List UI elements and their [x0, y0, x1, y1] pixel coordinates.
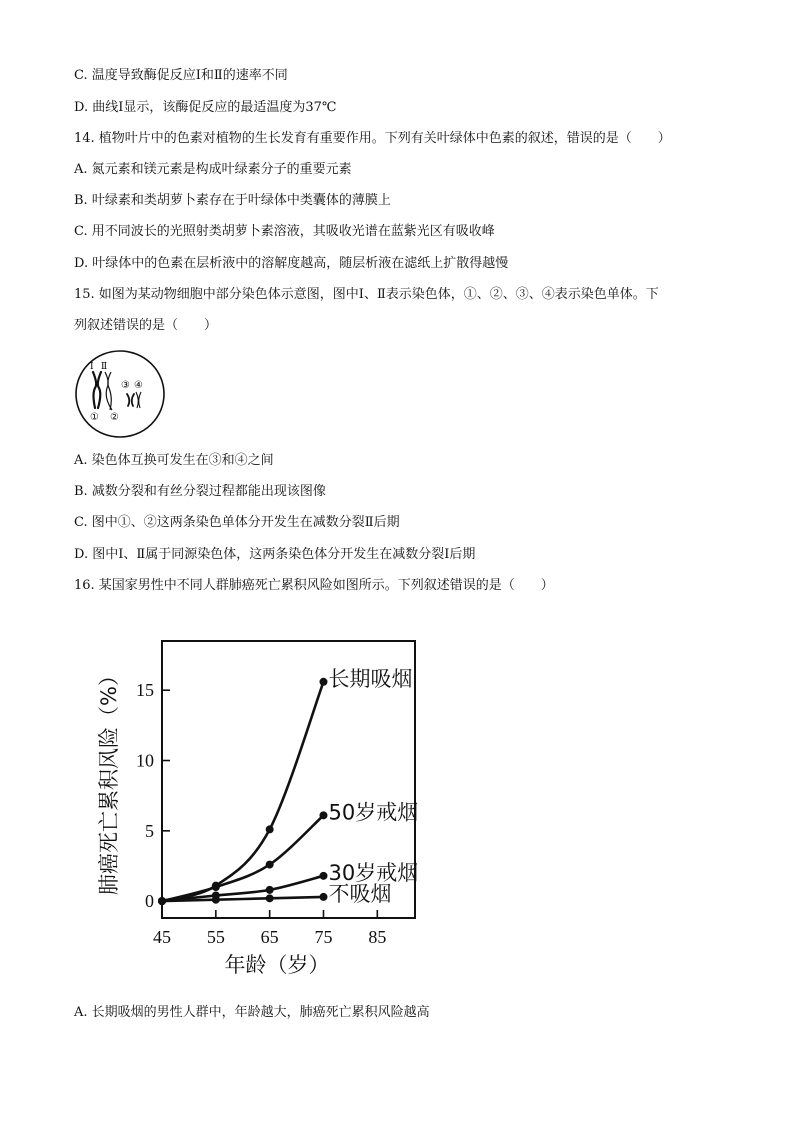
series-line	[162, 815, 323, 901]
x-axis-label: 年龄（岁）	[224, 953, 330, 977]
chromosome-small-2	[136, 392, 141, 408]
label-chromosome-i: Ⅰ	[90, 362, 94, 372]
option-16a: A. 长期吸烟的男性人群中，年龄越大，肺癌死亡累积风险越高	[74, 1005, 430, 1020]
x-tick-label: 85	[368, 927, 387, 947]
series-label: 30岁戒烟	[328, 860, 419, 885]
label-chromatid-1: ①	[90, 412, 99, 423]
option-14a: A. 氮元素和镁元素是构成叶绿素分子的重要元素	[74, 162, 352, 177]
option-15d: D. 图中Ⅰ、Ⅱ属于同源染色体，这两条染色体分开发生在减数分裂Ⅰ后期	[74, 547, 476, 562]
option-14d: D. 叶绿体中的色素在层析液中的溶解度越高，随层析液在滤纸上扩散得越慢	[74, 256, 509, 271]
y-axis-label: 肺癌死亡累积风险（%）	[97, 665, 121, 895]
data-point	[212, 896, 220, 904]
data-point	[158, 897, 166, 905]
data-point	[319, 678, 327, 686]
question-14-stem: 14. 植物叶片中的色素对植物的生长发育有重要作用。下列有关叶绿体中色素的叙述，错误的是（ ）	[74, 131, 671, 146]
x-axis	[153, 910, 386, 947]
data-point	[319, 893, 327, 901]
data-point	[212, 883, 220, 891]
x-tick-label: 75	[314, 927, 333, 947]
y-tick-label: 15	[136, 680, 154, 701]
series-line	[162, 682, 323, 901]
data-point	[266, 825, 274, 833]
data-point	[266, 886, 274, 894]
option-13d: D. 曲线Ⅰ显示，该酶促反应的最适温度为37℃	[74, 100, 337, 115]
option-14b: B. 叶绿素和类胡萝卜素存在于叶绿体中类囊体的薄膜上	[74, 193, 391, 208]
option-15a: A. 染色体互换可发生在③和④之间	[74, 453, 274, 468]
series-label: 长期吸烟	[328, 666, 413, 691]
label-chromosome-ii: Ⅱ	[101, 362, 108, 372]
x-tick-label: 45	[153, 927, 171, 947]
chromosome-ii	[105, 372, 112, 410]
x-tick-label: 55	[206, 927, 225, 947]
data-point	[266, 861, 274, 869]
data-point	[319, 872, 327, 880]
label-chromatid-4: ④	[134, 380, 143, 391]
series-lines	[162, 682, 323, 901]
question-16-stem: 16. 某国家男性中不同人群肺癌死亡累积风险如图所示。下列叙述错误的是（ ）	[74, 578, 554, 593]
series-points	[158, 678, 327, 905]
option-14c: C. 用不同波长的光照射类胡萝卜素溶液，其吸收光谱在蓝紫光区有吸收峰	[74, 224, 495, 239]
y-tick-label: 10	[136, 750, 154, 771]
question-15-stem-cont: 列叙述错误的是（ ）	[74, 318, 218, 333]
series-labels	[328, 667, 418, 906]
option-13c: C. 温度导致酶促反应Ⅰ和Ⅱ的速率不同	[74, 68, 288, 83]
series-label: 不吸烟	[328, 881, 392, 906]
chromosome-small	[127, 394, 134, 406]
option-15b: B. 减数分裂和有丝分裂过程都能出现该图像	[74, 484, 326, 499]
label-chromatid-2: ②	[110, 412, 119, 423]
chromosome-cell-figure	[74, 348, 166, 440]
series-label: 50岁戒烟	[328, 800, 419, 825]
x-tick-label: 65	[260, 927, 279, 947]
option-15c: C. 图中①、②这两条染色单体分开发生在减数分裂Ⅱ后期	[74, 515, 400, 530]
y-axis	[136, 680, 170, 911]
y-tick-label: 5	[145, 820, 154, 841]
label-chromatid-3: ③	[121, 380, 130, 391]
chromosome-i	[93, 372, 101, 408]
data-point	[266, 894, 274, 902]
y-tick-label: 0	[145, 891, 154, 912]
question-15-stem: 15. 如图为某动物细胞中部分染色体示意图，图中Ⅰ、Ⅱ表示染色体，①、②、③、④表示染色单体。下	[74, 287, 659, 302]
data-point	[319, 811, 327, 819]
lung-cancer-risk-chart	[88, 630, 428, 980]
